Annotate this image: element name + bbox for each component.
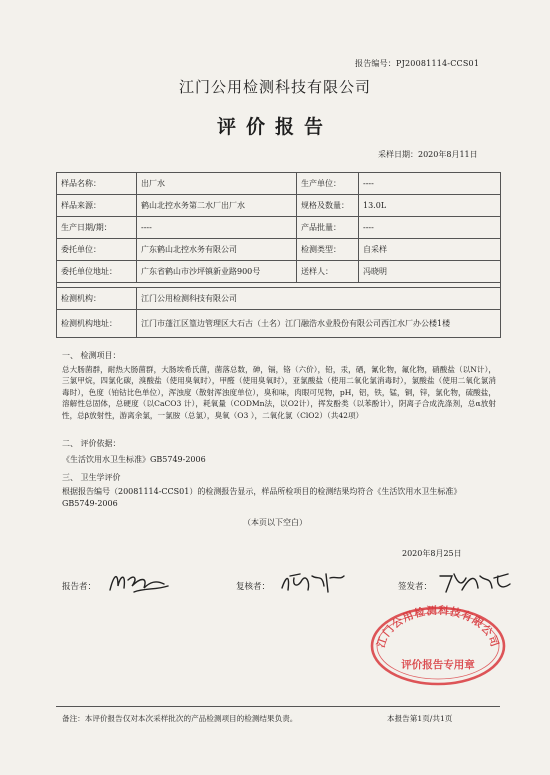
sample-info-table <box>56 172 501 338</box>
batch-value: ---- <box>359 217 501 239</box>
report-number <box>355 58 479 69</box>
production-unit-value: ---- <box>359 173 501 195</box>
reporter-signature-icon <box>104 566 174 598</box>
evaluation-text: 根据报告编号（20081114-CCS01）的检测报告显示，样品所检项目的检测结果均符合《生活饮用水卫生标准》GB5749-2006 <box>62 487 462 508</box>
sample-source-value: 鹤山北控水务第二水厂出厂水 <box>137 195 297 217</box>
company-name: 江门公用检测科技有限公司 <box>178 78 371 96</box>
official-seal-icon <box>368 602 508 686</box>
sample-date-value: 2020年8月11日 <box>418 150 478 159</box>
table-row <box>57 288 501 310</box>
lab-address-label: 检测机构地址： <box>57 310 137 338</box>
basis-text: 《生活饮用水卫生标准》GB5749-2006 <box>62 455 206 464</box>
items-text: 总大肠菌群，耐热大肠菌群，大肠埃希氏菌，菌落总数，砷，镉，铬（六价），铅，汞，硒，氰化物，氟化物，硝酸盐（以N计），三氯甲烷，四氯化碳，溴酸盐（使用臭氧时），甲醛（使用臭氧时），亚氯酸盐（使用二氧化氯消毒时），氯酸盐（使用二氧化氯消毒时），色度（铂钴比色单位），浑浊度（散射浑浊度单位），臭和味，肉眼可见物，pH，铝，铁，锰，铜，锌，氯化物，硫酸盐，溶解性总固体，总硬度（以CaCO3 计），耗氧量（CODMn法，以O2计），挥发酚类（以苯酚计），阴离子合成洗涤剂，总α放射性，总β放射性，游离余氯，一氯胺（总氯），臭氧（O3 ），二氧化氯（ClO2）（共42项） <box>62 365 496 420</box>
production-date-value: ---- <box>137 217 297 239</box>
report-number-value: PJ20081114-CCS01 <box>396 59 480 68</box>
client-label: 委托单位： <box>57 239 137 261</box>
table-row <box>57 310 501 338</box>
reviewer-signature-icon <box>278 566 348 598</box>
sample-date <box>378 149 478 160</box>
sample-date-label: 采样日期： <box>378 150 418 159</box>
report-title: 评价报告 <box>216 116 333 138</box>
spec-value: 13.0L <box>359 195 501 217</box>
footer-note: 备注：本评价报告仅对本次采样批次的产品检测项目的检测结果负责。 <box>62 714 298 723</box>
table-row <box>57 217 501 239</box>
sender-value: 冯晓明 <box>359 261 501 283</box>
evaluation-heading: 三、 卫生学评价 <box>62 473 121 482</box>
table-row <box>57 261 501 283</box>
page-number: 本报告第1页/共1页 <box>387 714 453 723</box>
batch-label: 产品批量： <box>297 217 359 239</box>
test-type-label: 检测类型： <box>297 239 359 261</box>
items-heading: 一、 检测项目： <box>62 351 121 360</box>
reviewer-label: 复核者： <box>236 582 271 592</box>
sample-source-label: 样品来源： <box>57 195 137 217</box>
client-value: 广东鹤山北控水务有限公司 <box>137 239 297 261</box>
blank-note: （本页以下空白） <box>243 518 307 527</box>
seal-arc-text: 江门公用检测科技有限公司 <box>375 604 501 650</box>
issuer-signature-icon <box>436 566 516 598</box>
sender-label: 送样人： <box>297 261 359 283</box>
table-row <box>57 173 501 195</box>
production-unit-label: 生产单位： <box>297 173 359 195</box>
lab-address-value: 江门市蓬江区篁边管理区大石古（土名）江门融浩水业股份有限公司西江水厂办公楼1楼 <box>137 310 501 338</box>
svg-text:江门公用检测科技有限公司 <box>374 604 502 650</box>
lab-label: 检测机构： <box>57 288 137 310</box>
issuer-label: 签发者： <box>398 582 433 592</box>
spec-label: 规格及数量： <box>297 195 359 217</box>
client-address-value: 广东省鹤山市沙坪镇新业路900号 <box>137 261 297 283</box>
footer-divider <box>56 706 500 707</box>
test-type-value: 自采样 <box>359 239 501 261</box>
lab-value: 江门公用检测科技有限公司 <box>137 288 501 310</box>
table-row <box>57 239 501 261</box>
sample-name-label: 样品名称： <box>57 173 137 195</box>
client-address-label: 委托单位地址： <box>57 261 137 283</box>
basis-heading: 二、 评价依据： <box>62 439 121 448</box>
reporter-label: 报告者： <box>62 582 97 592</box>
table-row <box>57 195 501 217</box>
sign-date: 2020年8月25日 <box>402 549 462 558</box>
seal-bottom-text: 评价报告专用章 <box>401 659 475 671</box>
sample-name-value: 出厂水 <box>137 173 297 195</box>
report-number-label: 报告编号： <box>355 59 396 68</box>
production-date-label: 生产日期/期： <box>57 217 137 239</box>
